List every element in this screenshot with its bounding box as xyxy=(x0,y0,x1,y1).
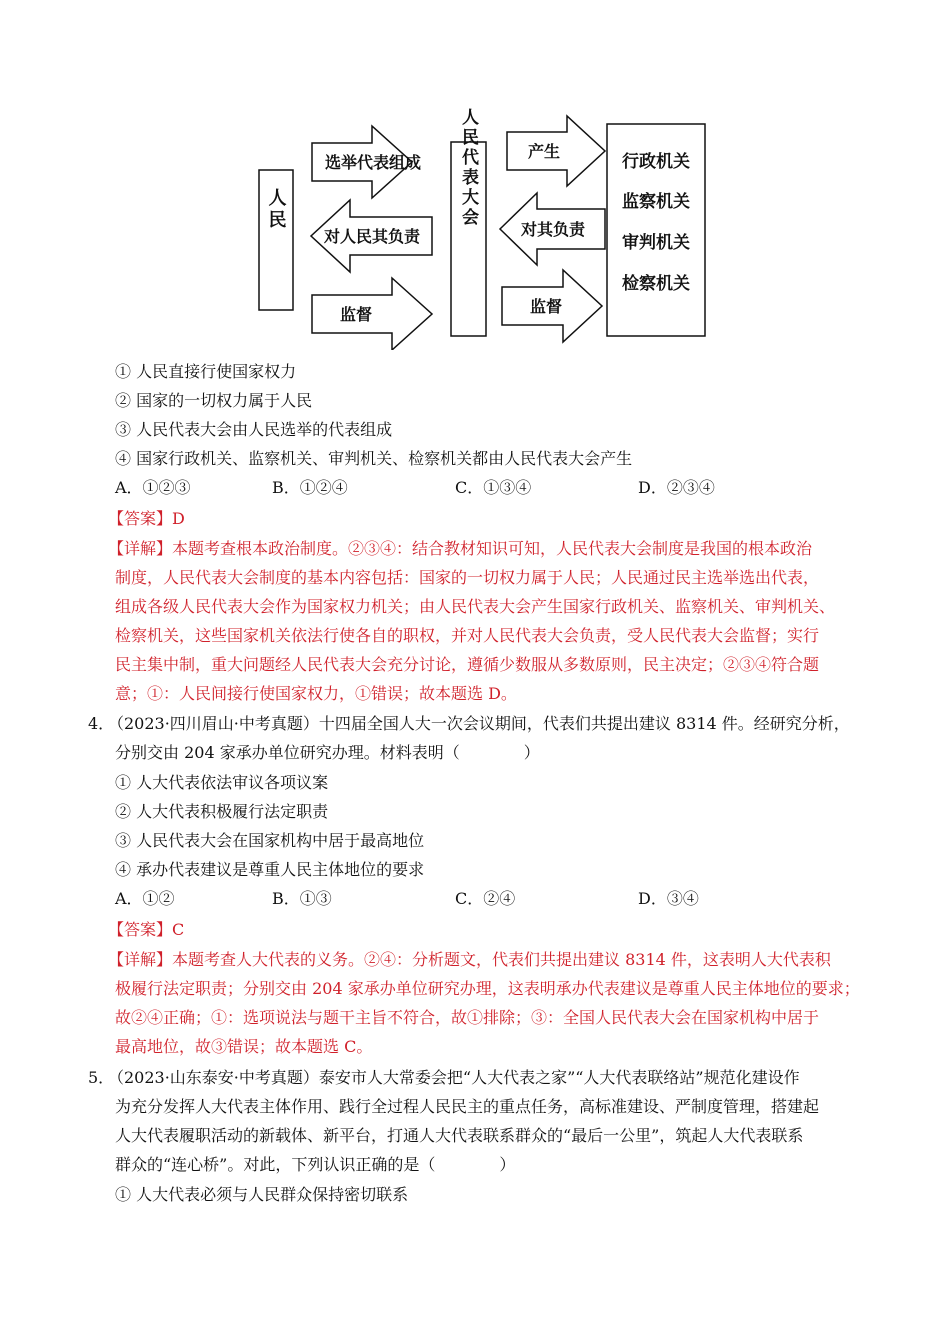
q3-detail-line-1: 【详解】本题考查根本政治制度。②③④：结合教材知识可知，人民代表大会制度是我国的根本政治 xyxy=(108,539,813,558)
q3-option-a: A．①②③ xyxy=(115,478,191,497)
q4-answer: 【答案】C xyxy=(108,920,185,939)
q5-item-1: ① 人大代表必须与人民群众保持密切联系 xyxy=(115,1185,409,1204)
q4-item-2: ② 人大代表积极履行法定职责 xyxy=(115,802,329,821)
q3-detail-line-2: 制度，人民代表大会制度的基本内容包括：国家的一切权力属于人民；人民通过民主选举选出代表， xyxy=(115,568,820,587)
q5-stem-line-3: 人大代表履职活动的新载体、新平台，打通人大代表联系群众的“最后一公里”，筑起人大代表联系 xyxy=(115,1126,804,1145)
q3-item-4: ④ 国家行政机关、监察机关、审判机关、检察机关都由人民代表大会产生 xyxy=(115,449,633,468)
q3-item-2: ② 国家的一切权力属于人民 xyxy=(115,391,313,410)
q3-detail-line-3: 组成各级人民代表大会作为国家权力机关；由人民代表大会产生国家行政机关、监察机关、审判机关、 xyxy=(115,597,836,616)
q4-detail-line-1: 【详解】本题考查人大代表的义务。②④：分析题文，代表们共提出建议 8314 件，这表明人大代表积 xyxy=(108,950,831,969)
npc-label: 人民代表大会 xyxy=(458,108,478,228)
q5-stem-line-4: 群众的“连心桥”。对此，下列认识正确的是（ ） xyxy=(115,1155,516,1174)
arrow-responsible-npc-label: 对其负责 xyxy=(520,220,586,239)
q4-detail-line-3: 故②④正确；①：选项说法与题干主旨不符合，故①排除；③：全国人民代表大会在国家机构中居于 xyxy=(115,1008,820,1027)
q3-detail-line-5: 民主集中制，重大问题经人民代表大会充分讨论，遵循少数服从多数原则，民主决定；②③④符合题 xyxy=(115,655,820,674)
q4-item-3: ③ 人民代表大会在国家机构中居于最高地位 xyxy=(115,831,425,850)
q5-stem-line-2: 为充分发挥人大代表主体作用、践行全过程人民民主的重点任务，高标准建设、严制度管理，搭建起 xyxy=(115,1097,820,1116)
q5-stem-line-1: （2023·山东泰安·中考真题）泰安市人大常委会把“人大代表之家”“人大代表联络站”规范化建设作 xyxy=(108,1068,800,1087)
q3-option-d: D．②③④ xyxy=(638,478,715,497)
political-system-diagram xyxy=(0,0,950,350)
q4-option-d: D．③④ xyxy=(638,889,699,908)
organ-procuratorial: 检察机关 xyxy=(622,274,690,294)
q3-answer: 【答案】D xyxy=(108,509,185,528)
people-label: 人民 xyxy=(265,188,287,232)
q4-stem-line-1: （2023·四川眉山·中考真题）十四届全国人大一次会议期间，代表们共提出建议 8314 件。经研究分析， xyxy=(108,714,850,733)
arrow-supervise-left-label: 监督 xyxy=(339,305,373,324)
q4-item-4: ④ 承办代表建议是尊重人民主体地位的要求 xyxy=(115,860,425,879)
organ-judicial: 审判机关 xyxy=(622,233,690,253)
arrow-responsible-people-label: 对人民其负责 xyxy=(323,227,421,246)
q4-detail-line-4: 最高地位，故③错误；故本题选 C。 xyxy=(115,1037,373,1056)
q3-option-b: B．①②④ xyxy=(272,478,348,497)
arrow-supervise-right-label: 监督 xyxy=(529,297,563,316)
q5-number: 5． xyxy=(88,1068,115,1087)
organ-executive: 行政机关 xyxy=(622,152,690,172)
q4-detail-line-2: 极履行法定职责；分别交由 204 家承办单位研究办理，这表明承办代表建议是尊重人民主体地位的要求； xyxy=(115,979,860,998)
arrow-produce-label: 产生 xyxy=(527,142,561,161)
q3-item-1: ① 人民直接行使国家权力 xyxy=(115,362,297,381)
arrow-elect-label: 选举代表组成 xyxy=(324,153,422,172)
q4-item-1: ① 人大代表依法审议各项议案 xyxy=(115,773,329,792)
q3-detail-line-4: 检察机关，这些国家机关依法行使各自的职权，并对人民代表大会负责，受人民代表大会监督；实行 xyxy=(115,626,820,645)
q4-stem-line-2: 分别交由 204 家承办单位研究办理。材料表明（ ） xyxy=(115,743,540,762)
q4-option-a: A．①② xyxy=(115,889,175,908)
q3-detail-line-6: 意；①：人民间接行使国家权力，①错误；故本题选 D。 xyxy=(115,684,517,703)
q3-option-c: C．①③④ xyxy=(455,478,532,497)
q4-number: 4． xyxy=(88,714,115,733)
organ-supervisory: 监察机关 xyxy=(622,192,690,212)
q3-item-3: ③ 人民代表大会由人民选举的代表组成 xyxy=(115,420,393,439)
q4-option-b: B．①③ xyxy=(272,889,332,908)
q4-option-c: C．②④ xyxy=(455,889,516,908)
